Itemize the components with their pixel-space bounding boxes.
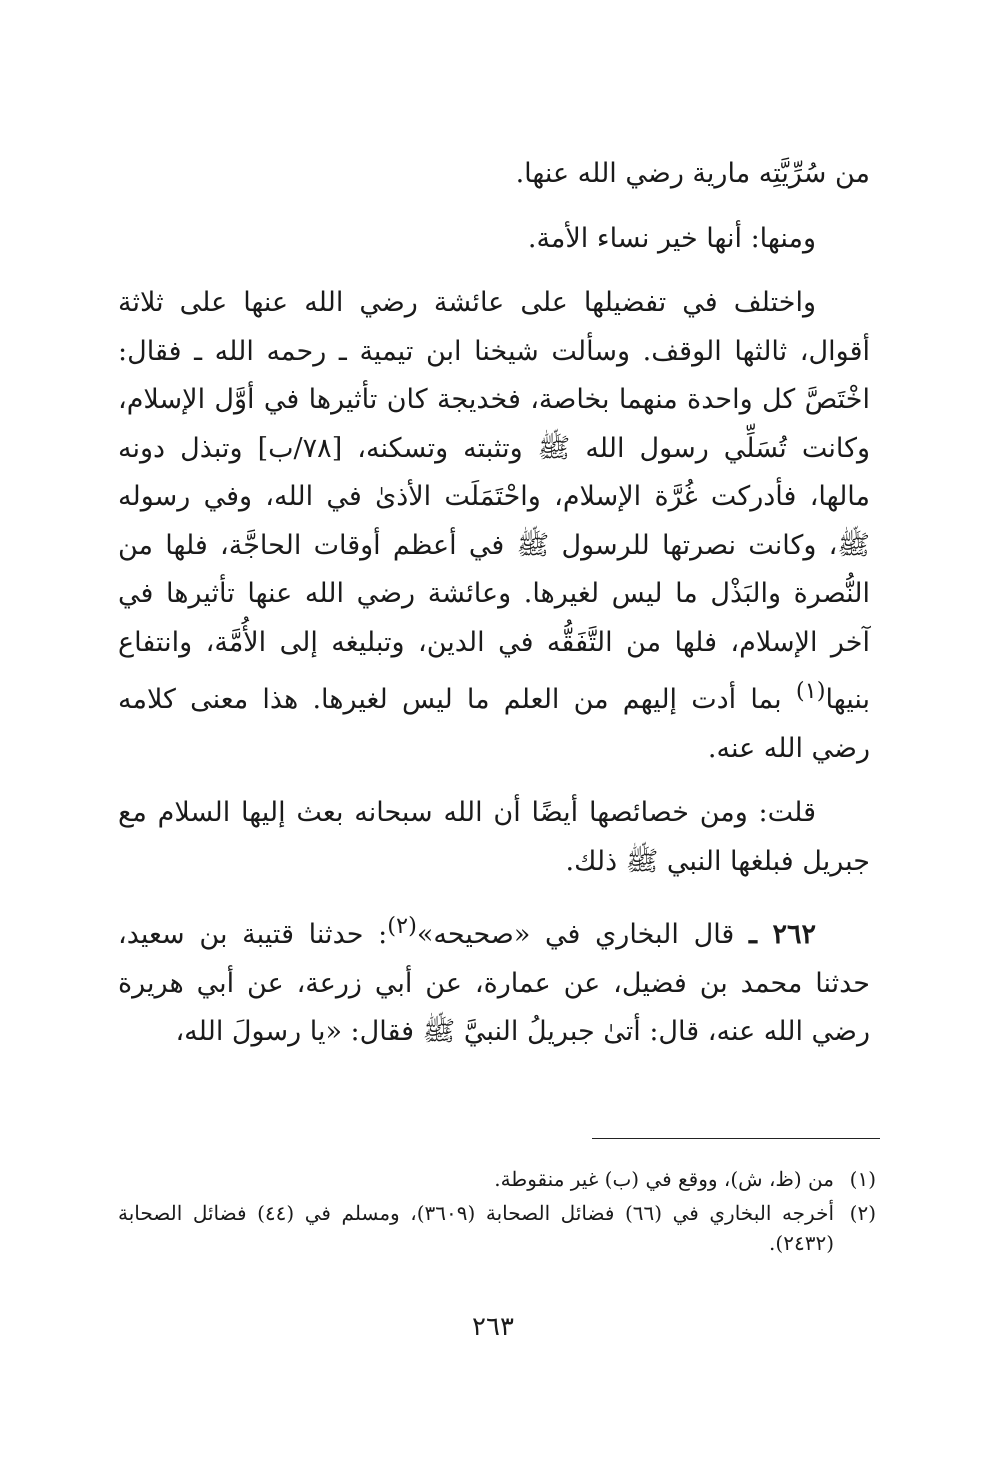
footnotes — [118, 1164, 876, 1262]
footnote-1-text: من (ظ، ش)، ووقع في (ب) غير منقوطة. — [494, 1167, 834, 1191]
paragraph-3 — [118, 279, 870, 773]
paragraph-2-text: ومنها: أنها خير نساء الأمة. — [527, 222, 816, 254]
main-text — [118, 150, 870, 1073]
footnote-2 — [118, 1198, 876, 1258]
footnote-divider — [592, 1138, 880, 1139]
footnote-2-mark: (٢) — [849, 1201, 876, 1225]
paragraph-5-text-a: قال البخاري في «صحيحه» — [416, 919, 735, 950]
page-number: ٢٦٣ — [472, 1312, 514, 1342]
paragraph-1-text: من سُرِّيَّتِه مارية رضي الله عنها. — [515, 158, 870, 189]
paragraph-4-text: قلت: ومن خصائصها أيضًا أن الله سبحانه بعث إليها السلام مع جبريل فبلغها النبي ﷺ ذلك. — [118, 797, 870, 877]
footnote-ref-1[interactable]: (١) — [795, 678, 826, 704]
paragraph-5 — [118, 902, 870, 1057]
paragraph-5-text-b: : حدثنا قتيبة بن سعيد، حدثنا محمد بن فضيل، عن عمارة، عن أبي زرعة، عن أبي هريرة رضي الله عنه، قال: أتىٰ جبريلُ النبيَّ ﷺ فقال: «يا رسولَ الله، — [118, 919, 870, 1047]
paragraph-1 — [118, 150, 870, 199]
hadith-number: ٢٦٢ ـ — [749, 919, 816, 950]
footnote-ref-2[interactable]: (٢) — [387, 913, 417, 939]
paragraph-4 — [118, 789, 870, 886]
footnote-1 — [118, 1164, 876, 1194]
paragraph-3-text-b: بما أدت إليهم من العلم ما ليس لغيرها. هذا معنى كلامه رضي الله عنه. — [118, 684, 870, 764]
paragraph-3-text-a: واختلف في تفضيلها على عائشة رضي الله عنها على ثلاثة أقوال، ثالثها الوقف. وسألت شيخنا ابن تيمية ـ رحمه الله ـ فقال: اخْتَصَّ كل واحدة منهما بخاصة، فخديجة كان تأثيرها في أوَّل الإسلام، وكانت تُسَلِّي رسول الله ﷺ وتثبته وتسكنه، [٧٨/ب] وتبذل دونه مالها، فأدركت غُرَّة الإسلام، واحْتَمَلَت الأذىٰ في الله، وفي رسوله ﷺ، وكانت نصرتها للرسول ﷺ في أعظم أوقات الحاجَّة، فلها من النُّصرة والبَذْل ما ليس لغيرها. وعائشة رضي الله عنها تأثيرها في آخر الإسلام، فلها من التَّفَقُّه في الدين، وتبليغه إلى الأُمَّة، وانتفاع بنيها — [118, 287, 870, 715]
footnote-1-mark: (١) — [849, 1167, 876, 1191]
footnote-2-text: أخرجه البخاري في (٦٦) فضائل الصحابة (٣٦٠٩)، ومسلم في (٤٤) فضائل الصحابة (٢٤٣٢). — [118, 1201, 834, 1255]
paragraph-2 — [118, 215, 870, 264]
